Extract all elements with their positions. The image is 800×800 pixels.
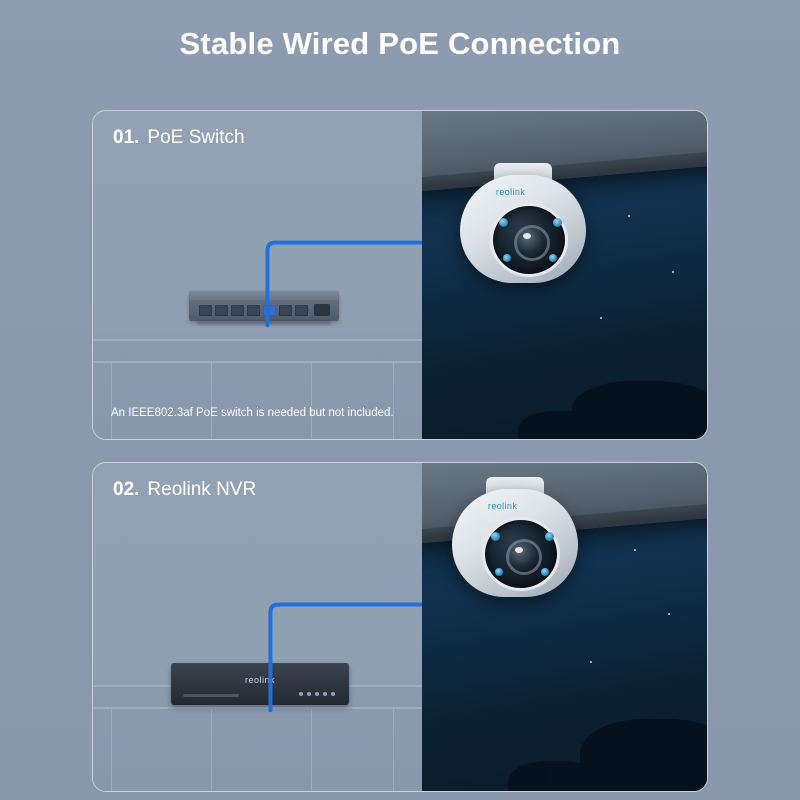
ledge-edge-2 [93,707,422,709]
nvr-front-strip [183,694,239,697]
ir-led [503,254,511,262]
switch-port [199,305,212,316]
ledge-seam [311,363,312,439]
ir-led [549,254,557,262]
ledge-seam [211,363,212,439]
poe-switch-device [189,291,339,321]
camera-lens [517,228,547,258]
nvr-status-leds [299,692,335,696]
switch-port [247,305,260,316]
ir-led [541,568,549,576]
ledge-seam [393,709,394,791]
step-2-label: Reolink NVR [147,479,257,500]
ledge-seam [311,709,312,791]
turret-camera-2 [452,483,578,603]
lens-glint [515,547,523,553]
switch-port [279,305,292,316]
star [600,317,602,319]
nvr-led [331,692,335,696]
step-2-diagram [93,463,422,791]
camera-brand-label: reolink [487,501,518,511]
ledge-seam [211,709,212,791]
step-2-number: 02. [113,479,140,500]
star [668,613,670,615]
nvr-led [323,692,327,696]
step-1-number: 01. [113,127,140,148]
camera-lens-housing [482,517,560,591]
turret-camera-1 [460,169,586,289]
ledge-seam [111,363,112,439]
nvr-led [307,692,311,696]
step-panel-2 [92,462,708,792]
pole-silhouette [550,761,553,791]
reolink-nvr-device [171,663,349,705]
ir-led [499,218,508,227]
ledge-seam [111,709,112,791]
step-1-photo [422,111,707,439]
camera-lens [509,542,539,572]
step-1-diagram [93,111,422,439]
switch-port [215,305,228,316]
step-1-label: PoE Switch [147,127,245,148]
nvr-led [315,692,319,696]
star [628,215,630,217]
switch-port [231,305,244,316]
wall-ledge-1 [93,339,422,439]
ir-led [495,568,503,576]
switch-port-active [263,305,276,316]
switch-port [295,305,308,316]
star [634,549,636,551]
step-2-photo [422,463,707,791]
switch-power-port [314,304,330,316]
ir-led [545,532,554,541]
nvr-led [299,692,303,696]
switch-top [189,291,339,300]
ledge-edge-1 [93,361,422,363]
camera-brand-label: reolink [495,187,526,197]
lens-glint [523,233,531,239]
nvr-brand-label: reolink [244,675,276,685]
camera-lens-housing [490,203,568,277]
page-title: Stable Wired PoE Connection [179,26,621,61]
step-1-footnote: An IEEE802.3af PoE switch is needed but not included. [111,407,394,419]
step-2-heading [113,479,256,501]
switch-shadow [197,321,331,325]
step-panel-1 [92,110,708,440]
star [590,661,592,663]
star [672,271,674,273]
ir-led [553,218,562,227]
switch-ports [199,305,308,316]
ir-led [491,532,500,541]
ledge-seam [393,363,394,439]
step-1-heading [113,127,245,149]
